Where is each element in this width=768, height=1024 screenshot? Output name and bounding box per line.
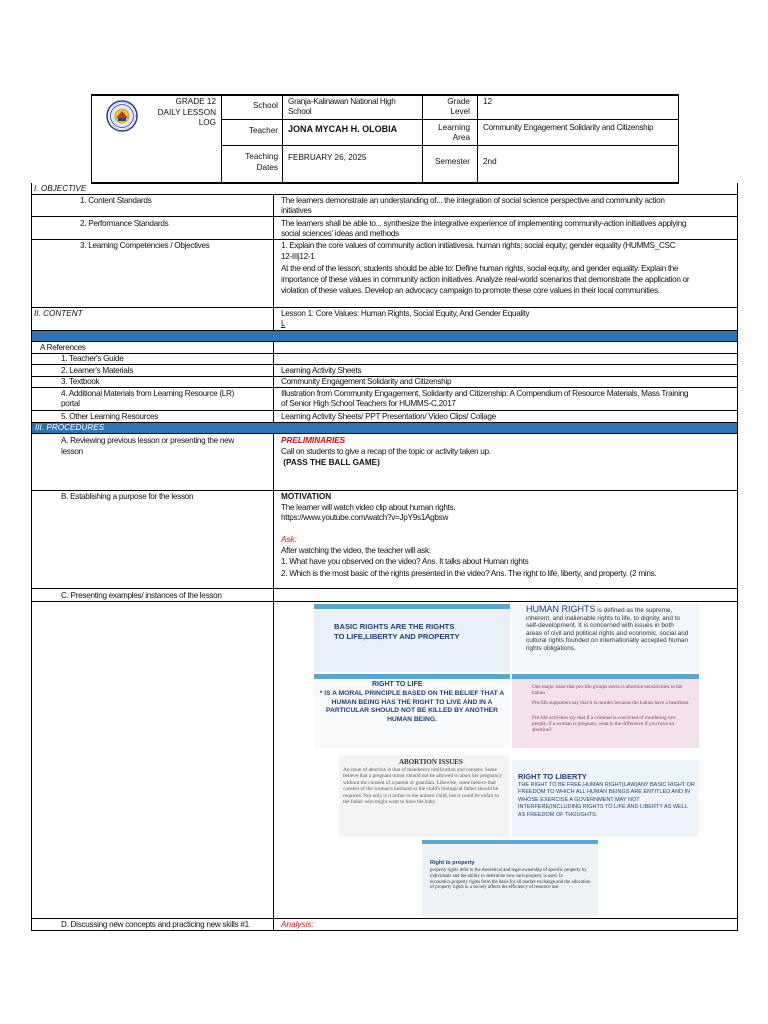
analysis-heading: Analysis:: [281, 920, 314, 929]
competencies-label: 3. Learning Competencies / Objectives: [80, 241, 210, 250]
video-link[interactable]: https://www.youtube.com/watch?v=JpY9s1Agbsw: [281, 513, 449, 522]
competencies-text-1: 1. Explain the core values of community action initiativesa. human rights; social equity; gender equality (HUMMS_CSC: [281, 241, 676, 250]
teaching-dates-label-2: Dates: [256, 163, 278, 172]
procedure-d-label: D. Discussing new concepts and practicing new skills #1: [61, 920, 249, 929]
content-standards-label: 1. Content Standards: [80, 196, 152, 205]
lesson-title: Lesson 1: Core Values: Human Rights, Social Equity, And Gender Equality: [281, 309, 530, 318]
additional-materials-label: 4. Additional Materials from Learning Resource (LR): [61, 389, 235, 398]
pass-the-ball-game: (PASS THE BALL GAME): [281, 458, 380, 467]
learners-materials-label: 2. Learner's Materials: [61, 366, 133, 375]
learning-area-label: Learning: [438, 123, 470, 132]
textbook-label: 3. Textbook: [61, 377, 100, 386]
grade-level-value: 12: [483, 97, 493, 106]
teaching-dates-value: FEBRUARY 26, 2025: [288, 153, 367, 162]
content-standards-text-2: initiatives: [281, 206, 312, 215]
content-heading: II. CONTENT: [34, 309, 83, 318]
semester-value: 2nd: [483, 157, 497, 166]
competencies-text-3: At the end of the lesson, students should be able to: Define human rights, social equity, and gender equality. Explain the: [281, 264, 679, 273]
section-divider-bar: [32, 331, 737, 341]
human-rights-text: is defined as the supreme, inherent, and inalienable rights to life, to dignity, and to self-development. It is concerned with issues in both areas of civil and political rights and economic, social and cultural rights founded on internationally accepted human rights obligations.: [526, 607, 689, 652]
lesson-title-2: L: [281, 319, 286, 328]
human-rights-poster: [512, 604, 699, 672]
procedure-c-label: C. Presenting examples/ instances of the lesson: [61, 591, 222, 600]
motivation-heading: MOTIVATION: [281, 492, 332, 501]
right-to-life-poster: RIGHT TO LIFE * IS A MORAL PRINCIPLE BASED ON THE BELIEF THAT A HUMAN BEING HAS THE RIGHT TO LIVE AND IN A PARTICULAR SHOULD NOT BE KILLED BY ANOTHER HUMAN BEING.: [314, 674, 510, 748]
other-resources-value: Learning Activity Sheets/ PPT Presentation/ Video Clips/ Collage: [281, 412, 496, 421]
references-label: A References: [40, 343, 86, 352]
human-rights-title: HUMAN RIGHTS: [526, 604, 596, 614]
ask-text: After watching the video, the teacher will ask:: [281, 546, 431, 555]
procedure-b-label: B. Establishing a purpose for the lesson: [61, 492, 194, 501]
question-2: 2. Which is the most basic of the rights presented in the video? Ans. The right to life, liberty, and property. (2 mins.: [281, 569, 657, 578]
teachers-guide-label: 1. Teacher's Guide: [61, 354, 124, 363]
additional-materials-value: Illustration from Community Engagement, Solidarity and Citizenship: A Compendium of Resource Materials, Mass Training: [281, 389, 689, 398]
dll-label-2: LOG: [198, 118, 216, 127]
learning-area-label-2: Area: [452, 133, 470, 142]
procedure-a-label-2: lesson: [61, 447, 83, 456]
motivation-text: The learner will watch video clip about human rights.: [281, 503, 456, 512]
school-value-2: School: [288, 107, 312, 116]
content-standards-text: The learners demonstrate an understanding of... the integration of social science perspective and community action: [281, 196, 665, 205]
textbook-value: Community Engagement Solidarity and Citizenship: [281, 377, 452, 386]
deped-seal-logo: [106, 100, 138, 132]
question-1: 1. What have you observed on the video? Ans. It talks about Human rights: [281, 557, 529, 566]
grade-label: GRADE 12: [175, 97, 216, 106]
procedure-a-label: A. Reviewing previous lesson or presenting the new: [61, 436, 234, 445]
abortion-issues-poster: ABORTION ISSUES An issue of abortion is that of mandatory notification and consent. Some believe that a pregnant minor should not be allowed to abort her pregnancy without the consent of a parent or guardian. Likewise, some believe that consent of the woman's husband or the child's biological father should be required. Not only is it unfair to the unborn child, but it could be unfair to the father who might want to have the baby.: [339, 755, 509, 837]
grade-level-label: Grade: [447, 97, 470, 106]
performance-standards-label: 2. Performance Standards: [80, 219, 169, 228]
school-value: Granja-Kalinawan National High: [288, 97, 396, 106]
learning-area-value: Community Engagement Solidarity and Citizenship: [483, 123, 654, 132]
ask-heading: Ask:: [281, 535, 297, 544]
competencies-text-2: 12-IIIj12-1: [281, 252, 315, 261]
pro-life-poster: One major issue that pro-life groups stress is abortion-sensitivities to the babies Pro-life supporters say that it is murder because the babies have a heartbeat. Pro-life activities say that if a criminal is convicted of murdering two people, if a woman is pregnant, what is the difference if you have an abortion?: [512, 674, 699, 748]
teacher-label: Teacher: [248, 126, 278, 135]
other-resources-label: 5. Other Learning Resources: [61, 412, 159, 421]
grade-level-label-2: Level: [450, 107, 470, 116]
dll-label-1: DAILY LESSON: [157, 108, 216, 117]
additional-materials-value-2: of Senior High School Teachers for HUMMS-C,2017: [281, 399, 456, 408]
preliminaries-text: Call on students to give a recap of the topic or activity taken up.: [281, 447, 491, 456]
competencies-text-4: importance of these values in community action initiatives. Analyze real-world scenarios that demonstrate the application or: [281, 275, 690, 284]
right-to-liberty-poster: RIGHT TO LIBERTY THE RIGHT TO BE FREE,HUMAN RIGHT(LAW)ANY BASIC RIGHT OR FREEDOM TO WHICH ALL HUMAN BEINGS ARE ENTITLED AND IN WHOSE EXERCISE A GOVERNMENT MAY NOT INTERFERE(INCLUDING RIGHTS TO LIFE AND LIBERTY AS WELL AS FREEDOM OF THOUGHTS.: [512, 760, 699, 837]
additional-materials-label-2: portal: [61, 399, 80, 408]
semester-label: Semester: [434, 157, 470, 166]
teaching-dates-label: Teaching: [245, 152, 278, 161]
teacher-value: JONA MYCAH H. OLOBIA: [288, 124, 398, 134]
basic-rights-poster: BASIC RIGHTS ARE THE RIGHTS TO LIFE,LIBERTY AND PROPERTY: [314, 604, 510, 672]
procedures-heading: III. PROCEDURES: [32, 423, 737, 433]
school-label: School: [252, 101, 278, 110]
right-to-property-poster: Right to property property rights refer to the theoretical and legal ownership of specific property by individuals and the ability to determine how such property is used. In economics,property rights form the basis for all market exchange,and the allocation of property rights in a society affects the efficiency of resource use.: [422, 840, 598, 916]
objective-heading: I. OBJECTIVE: [34, 184, 87, 193]
competencies-text-5: violation of these values. Develop an advocacy campaign to promote these core values in their local communities.: [281, 286, 660, 295]
performance-standards-text-2: social sciences' ideas and methods: [281, 229, 399, 238]
learners-materials-value: Learning Activity Sheets: [281, 366, 362, 375]
performance-standards-text: The learners shall be able to... synthesize the integrative experience of implementing community-action initiatives applying: [281, 219, 687, 228]
preliminaries-heading: PRELIMINARIES: [281, 436, 346, 445]
